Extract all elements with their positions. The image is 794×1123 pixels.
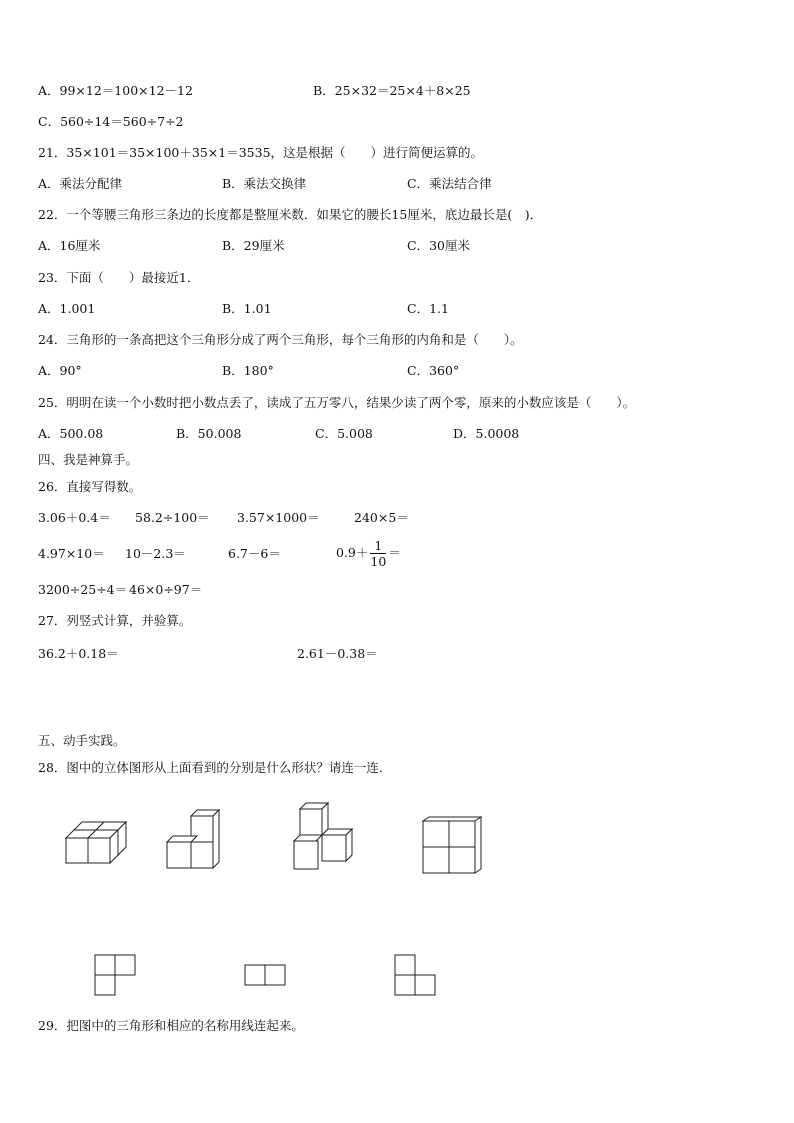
q24-option-a: A．90° <box>38 363 82 378</box>
q26-fraction-suffix: ＝ <box>388 545 401 560</box>
q25-stem: 25．明明在读一个小数时把小数点丢了，读成了五万零八，结果少读了两个零，原来的小数应该是（ ）。 <box>38 395 636 410</box>
fraction-denominator: 10 <box>370 554 387 569</box>
q24-option-c: C．360° <box>407 363 460 378</box>
q26-fraction-prefix: 0.9＋ <box>336 545 369 560</box>
section-5-heading: 五、动手实践。 <box>38 733 126 748</box>
q26-item: 240×5＝ <box>354 510 409 525</box>
q27-item-b: 2.61－0.38＝ <box>297 646 378 661</box>
q22-option-c: C．30厘米 <box>407 238 470 253</box>
q23-option-c: C．1.1 <box>407 301 449 316</box>
solid-figure-2 <box>165 808 227 868</box>
q27-stem: 27．列竖式计算，并验算。 <box>38 613 192 628</box>
q26-item: 3200÷25÷4＝ <box>38 582 128 597</box>
q25-option-b: B．50.008 <box>176 426 242 441</box>
fraction-numerator: 1 <box>370 538 386 554</box>
q24-option-b: B．180° <box>222 363 274 378</box>
q21-option-c: C．乘法结合律 <box>407 176 492 191</box>
q24-stem: 24．三角形的一条高把这个三角形分成了两个三角形，每个三角形的内角和是（ ）。 <box>38 332 523 347</box>
q26-fraction-item <box>336 535 401 571</box>
solid-figure-1 <box>62 820 126 866</box>
q25-option-d: D．5.0008 <box>453 426 520 441</box>
q22-stem: 22．一个等腰三角形三条边的长度都是整厘米数．如果它的腰长15厘米，底边最长是( )． <box>38 207 543 222</box>
q23-option-b: B．1.01 <box>222 301 272 316</box>
q25-option-c: C．5.008 <box>315 426 373 441</box>
q29-stem: 29．把图中的三角形和相应的名称用线连起来。 <box>38 1018 304 1033</box>
top-view-2 <box>244 964 286 986</box>
q21-stem: 21．35×101＝35×100＋35×1＝3535，这是根据（ ）进行简便运算的。 <box>38 145 484 160</box>
q26-item: 46×0÷97＝ <box>129 582 203 597</box>
q26-item: 10－2.3＝ <box>125 546 186 561</box>
q20-option-b: B．25×32＝25×4＋8×25 <box>313 83 471 98</box>
q26-item: 6.7－6＝ <box>228 546 281 561</box>
q26-item: 58.2÷100＝ <box>135 510 210 525</box>
solid-figure-4 <box>421 815 483 877</box>
top-view-1 <box>94 954 136 996</box>
q23-stem: 23．下面（ ）最接近1． <box>38 270 200 285</box>
section-4-heading: 四、我是神算手。 <box>38 452 139 467</box>
q20-option-a: A．99×12＝100×12－12 <box>38 83 193 98</box>
q21-option-b: B．乘法交换律 <box>222 176 307 191</box>
q27-item-a: 36.2＋0.18＝ <box>38 646 119 661</box>
q23-option-a: A．1.001 <box>38 301 96 316</box>
q20-option-c: C．560÷14＝560÷7÷2 <box>38 114 184 129</box>
q26-item: 4.97×10＝ <box>38 546 105 561</box>
solid-figure-3 <box>292 801 360 873</box>
q26-item: 3.57×1000＝ <box>237 510 320 525</box>
q26-item: 3.06＋0.4＝ <box>38 510 111 525</box>
q22-option-b: B．29厘米 <box>222 238 285 253</box>
fraction <box>370 538 386 569</box>
q28-stem: 28．图中的立体图形从上面看到的分别是什么形状？请连一连. <box>38 760 383 775</box>
q25-option-a: A．500.08 <box>38 426 104 441</box>
q26-stem: 26．直接写得数。 <box>38 479 142 494</box>
q22-option-a: A．16厘米 <box>38 238 101 253</box>
q21-option-a: A．乘法分配律 <box>38 176 123 191</box>
top-view-3 <box>394 954 436 996</box>
